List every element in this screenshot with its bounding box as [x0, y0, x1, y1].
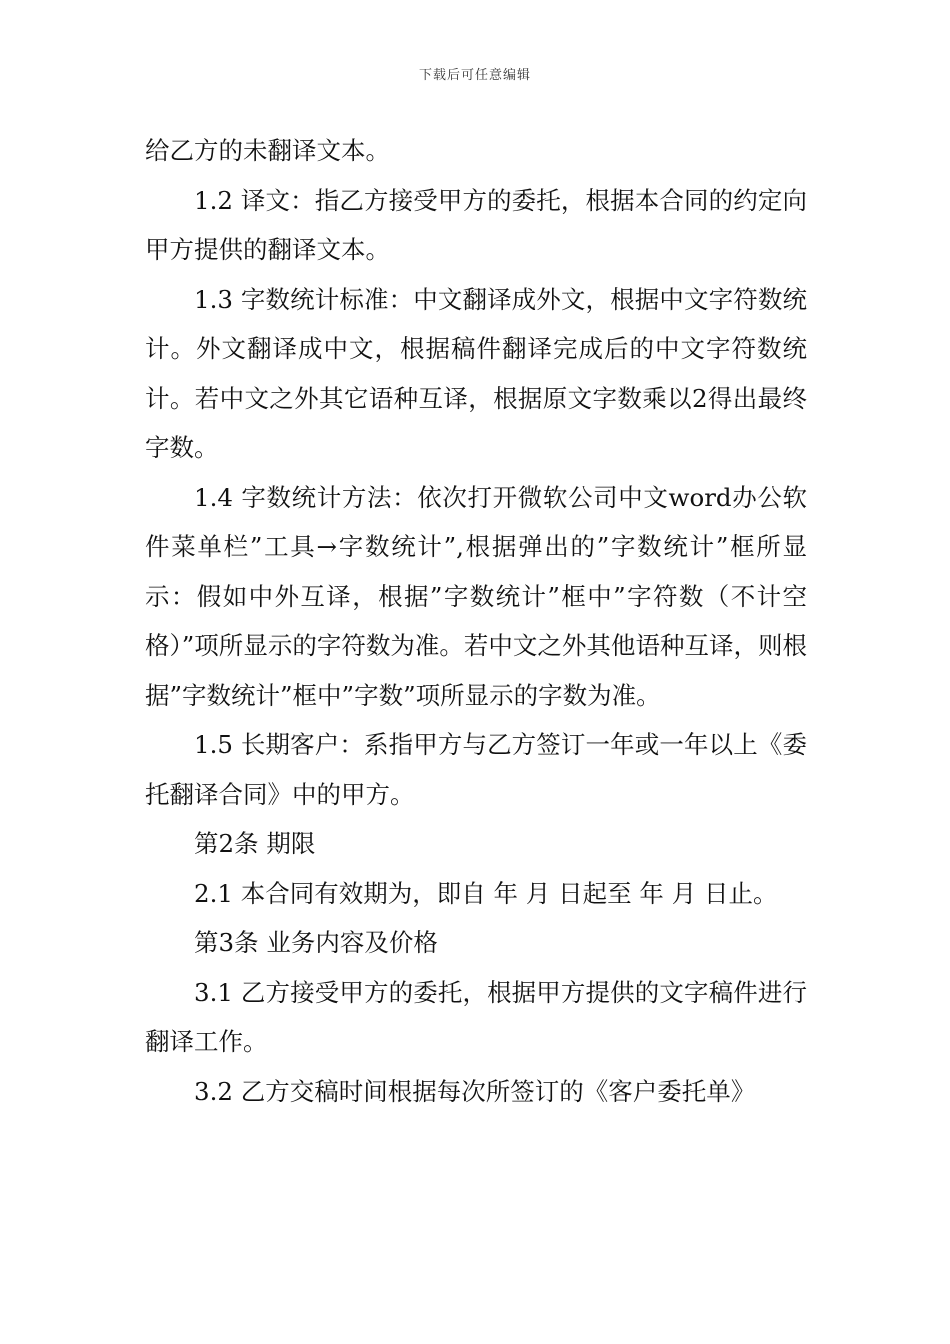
article-3-heading: 第3条 业务内容及价格 [194, 928, 438, 957]
paragraph-1-3-word-count-standard: 1.3 字数统计标准：中文翻译成外文，根据中文字符数统计。外文翻译成中文，根据稿件翻译完成后的中文字符数统计。若中文之外其它语种互译，根据原文字数乘以2得出最终字数。 [145, 284, 807, 462]
paragraph-2-1-validity: 2.1 本合同有效期为，即自 年 月 日起至 年 月 日止。 [194, 878, 778, 908]
paragraph-1-4-word-count-method: 1.4 字数统计方法：依次打开微软公司中文word办公软件菜单栏”工具→字数统计”,根据弹出的”字数统计”框所显示：假如中外互译，根据”字数统计”框中”字符数（不计空格）”项所显示的字符数为准。若中文之外其他语种互译，则根据”字数统计”框中”字数”项所显示的字数为准。 [145, 482, 807, 710]
article-2-heading: 第2条 期限 [194, 829, 316, 858]
paragraph-1-5-long-term-client: 1.5 长期客户：系指甲方与乙方签订一年或一年以上《委托翻译合同》中的甲方。 [145, 730, 807, 809]
paragraph-1-2-translation: 1.2 译文：指乙方接受甲方的委托，根据本合同的约定向甲方提供的翻译文本。 [145, 185, 807, 264]
paragraph-3-2-delivery-time: 3.2 乙方交稿时间根据每次所签订的《客户委托单》 [194, 1076, 756, 1106]
page-header: 下载后可任意编辑 [418, 68, 531, 83]
paragraph-3-1-translation-work: 3.1 乙方接受甲方的委托，根据甲方提供的文字稿件进行翻译工作。 [145, 977, 807, 1056]
paragraph-untranslated-text: 给乙方的未翻译文本。 [145, 136, 390, 165]
document-body [145, 126, 807, 1116]
